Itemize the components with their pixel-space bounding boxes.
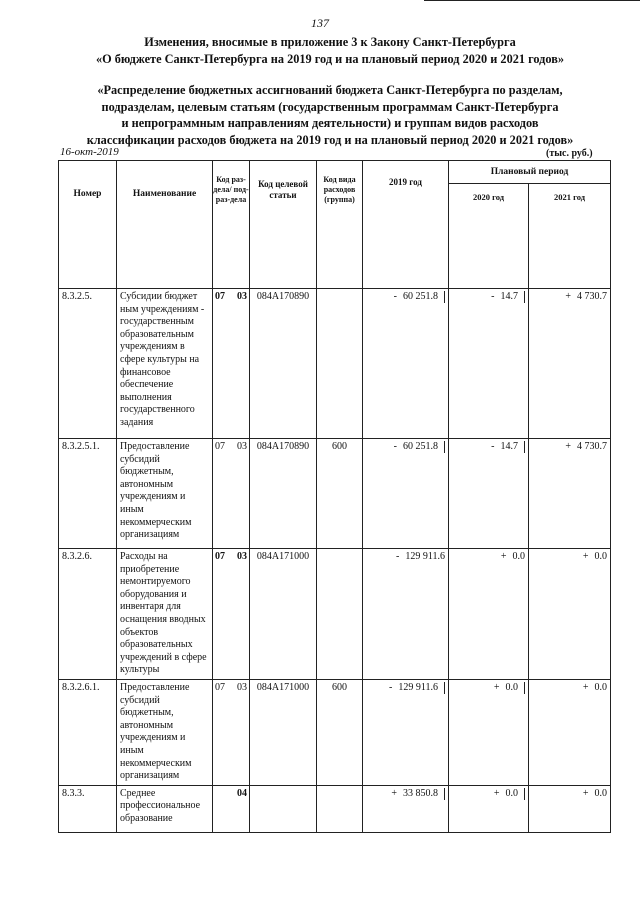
- row-target-article: 084А170890: [250, 439, 317, 549]
- header-razdel: Код раз-дела/ под-раз-дела: [213, 161, 250, 289]
- sign-2021: +: [582, 682, 589, 693]
- row-expense-group: [317, 785, 363, 832]
- value-2021: 4 730.7: [577, 291, 607, 302]
- table-row: [59, 439, 611, 549]
- row-podrazdel-code: 03: [237, 291, 247, 302]
- header-name: Наименование: [117, 161, 213, 289]
- sign-2019: +: [391, 787, 397, 799]
- sign-2020: +: [493, 682, 500, 693]
- value-2020: 0.0: [505, 787, 518, 799]
- sign-2019: -: [393, 441, 397, 452]
- sign-2019: -: [396, 551, 400, 562]
- row-number: 8.3.2.6.: [59, 549, 117, 680]
- value-2021: 0.0: [594, 682, 607, 693]
- row-podrazdel-code: 03: [237, 441, 247, 452]
- row-podrazdel-code: 04: [237, 787, 247, 799]
- row-amount-2020: [449, 785, 529, 832]
- table-row: [59, 785, 611, 832]
- row-razdel-code: 07: [215, 682, 225, 693]
- page-number: 137: [311, 16, 329, 30]
- sign-2020: -: [491, 291, 495, 302]
- header-2019: 2019 год: [363, 161, 449, 289]
- row-target-article: 084А171000: [250, 549, 317, 680]
- sign-2020: +: [493, 787, 500, 799]
- table-row: [59, 549, 611, 680]
- value-2019: 33 850.8: [403, 787, 438, 799]
- row-razdel: [213, 289, 250, 439]
- value-2020: 14.7: [500, 291, 518, 302]
- row-target-article: 084А170890: [250, 289, 317, 439]
- row-expense-group: [317, 289, 363, 439]
- value-2021: 4 730.7: [577, 441, 607, 452]
- row-amount-2021: [529, 680, 611, 786]
- table-row: [59, 680, 611, 786]
- row-amount-2020: [449, 289, 529, 439]
- row-amount-2019: [363, 439, 449, 549]
- sign-2021: +: [582, 551, 589, 562]
- row-amount-2019: [363, 289, 449, 439]
- row-target-article: [250, 785, 317, 832]
- row-amount-2021: [529, 289, 611, 439]
- value-2019: 129 911.6: [405, 551, 445, 562]
- row-razdel-code: 07: [215, 551, 225, 562]
- row-number: 8.3.3.: [59, 785, 117, 832]
- header-expense-group: Код вида расходов (группа): [317, 161, 363, 289]
- heading-line-2: «О бюджете Санкт-Петербурга на 2019 год и на плановый период 2020 и 2021 годов»: [95, 52, 565, 66]
- value-2020: 0.0: [505, 682, 518, 693]
- row-number: 8.3.2.6.1.: [59, 680, 117, 786]
- row-amount-2020: [449, 680, 529, 786]
- row-amount-2021: [529, 785, 611, 832]
- row-expense-group: 600: [317, 439, 363, 549]
- budget-table: [58, 160, 611, 833]
- sign-2020: -: [491, 441, 495, 452]
- value-2019: 60 251.8: [403, 441, 438, 452]
- value-2019: 129 911.6: [398, 682, 438, 693]
- row-amount-2020: [449, 549, 529, 680]
- subheading-line-1: «Распределение бюджетных ассигнований бюджета Санкт-Петербурга по разделам,: [97, 83, 563, 97]
- row-razdel-code: 07: [215, 441, 225, 452]
- sign-2021: +: [582, 787, 589, 799]
- value-2019: 60 251.8: [403, 291, 438, 302]
- value-2021: 0.0: [594, 551, 607, 562]
- row-razdel: [213, 439, 250, 549]
- row-amount-2019: [363, 549, 449, 680]
- row-name: Среднее профессиональное образование: [117, 785, 213, 832]
- row-expense-group: [317, 549, 363, 680]
- value-2021: 0.0: [594, 787, 607, 799]
- row-podrazdel-code: 03: [237, 682, 247, 693]
- sign-2019: -: [389, 682, 393, 693]
- header-target-article: Код целевой статьи: [250, 161, 317, 289]
- row-razdel: [213, 680, 250, 786]
- document-subheading: [40, 82, 620, 148]
- row-number: 8.3.2.5.1.: [59, 439, 117, 549]
- row-target-article: 084А171000: [250, 680, 317, 786]
- units-label: (тыс. руб.): [546, 148, 593, 159]
- row-amount-2021: [529, 439, 611, 549]
- document-date: 16-окт-2019: [60, 146, 119, 158]
- header-2020: 2020 год: [449, 184, 529, 289]
- sign-2020: +: [500, 551, 507, 562]
- subheading-line-2: подразделам, целевым статьям (государственным программам Санкт-Петербурга: [101, 99, 559, 114]
- row-name: Предоставление субсидий бюджетным, автономным учреждениям и иным некоммерческим организациям: [117, 680, 213, 786]
- header-planned-period: Плановый период: [449, 161, 611, 184]
- table-row: [59, 289, 611, 439]
- row-razdel-code: 07: [215, 291, 225, 302]
- row-amount-2020: [449, 439, 529, 549]
- sign-2019: -: [393, 291, 397, 302]
- row-amount-2019: [363, 785, 449, 832]
- row-expense-group: 600: [317, 680, 363, 786]
- top-rule: [424, 0, 640, 1]
- value-2020: 0.0: [512, 551, 525, 562]
- sign-2021: +: [565, 291, 571, 302]
- row-amount-2021: [529, 549, 611, 680]
- subheading-line-3: и непрограммным направлениям деятельности) и группам видов расходов: [121, 116, 539, 130]
- row-razdel: [213, 549, 250, 680]
- row-podrazdel-code: 03: [237, 551, 247, 562]
- header-row: [59, 161, 611, 184]
- row-name: Предоставление субсидий бюджетным, автономным учреждениям и иным некоммерческим организациям: [117, 439, 213, 549]
- row-name: Расходы на приобретение немонтируемого оборудования и инвентаря для оснащения вводных объектов образовательных учреждений в сфере культуры: [117, 549, 213, 680]
- sign-2021: +: [565, 441, 571, 452]
- subheading-line-4: классификации расходов бюджета на 2019 год и на плановый период 2020 и 2021 годов»: [86, 132, 574, 147]
- heading-line-1: Изменения, вносимые в приложение 3 к Закону Санкт-Петербурга: [144, 35, 516, 49]
- value-2020: 14.7: [500, 441, 518, 452]
- row-amount-2019: [363, 680, 449, 786]
- header-number: Номер: [59, 161, 117, 289]
- document-heading: [40, 34, 620, 68]
- row-razdel: [213, 785, 250, 832]
- row-name: Субсидии бюджет ным учреждениям - государственным образовательным учреждениям в сфере культуры на финансовое обеспечение выполнения государственного задания: [117, 289, 213, 439]
- row-number: 8.3.2.5.: [59, 289, 117, 439]
- header-2021: 2021 год: [529, 184, 611, 289]
